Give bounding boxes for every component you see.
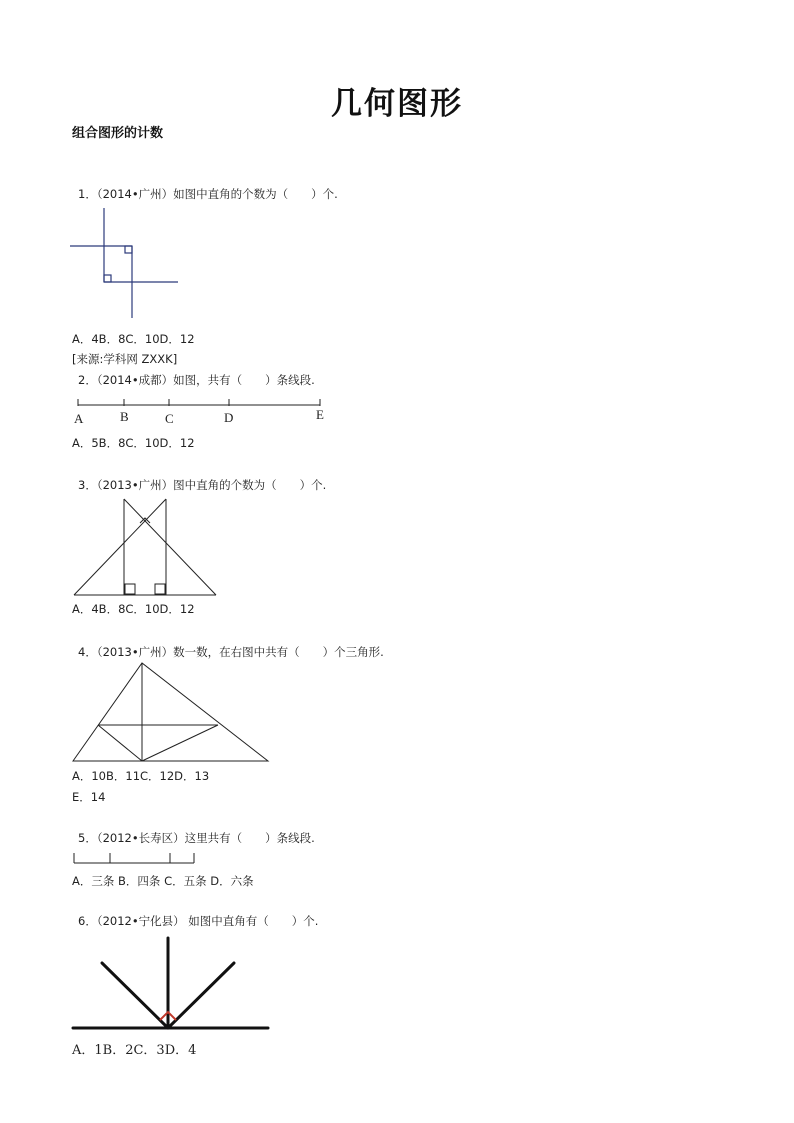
question-4-options-extra: E．14 (72, 790, 106, 804)
question-3-prompt: 3．（2013•广州）图中直角的个数为（ ）个. (78, 478, 327, 492)
question-2-options: A．5B．8C．10D．12 (72, 436, 195, 450)
q4-inner-line-left (98, 725, 142, 761)
question-4-figure (70, 660, 275, 765)
question-5-figure (70, 850, 200, 866)
q3-right-slant (124, 499, 216, 595)
question-5-prompt: 5．（2012•长寿区）这里共有（ ）条线段. (78, 831, 315, 845)
q3-right-angle-mark (125, 584, 135, 594)
q6-right-diagonal (168, 963, 234, 1028)
q1-right-angle-mark (125, 246, 132, 253)
question-3-figure (70, 495, 220, 600)
question-2-figure (70, 395, 340, 430)
q6-left-diagonal (102, 963, 168, 1028)
q4-inner-line-right (142, 725, 218, 761)
q2-label-d: D (224, 410, 234, 425)
q2-label-a: A (74, 411, 84, 426)
question-6-figure (70, 935, 275, 1035)
question-2-prompt: 2．（2014•成都）如图，共有（ ）条线段. (78, 373, 315, 387)
source-note: [来源:学科网 ZXXK] (72, 352, 178, 366)
q2-label-c: C (165, 411, 174, 426)
q3-left-slant (74, 499, 166, 595)
q1-right-angle-mark (104, 275, 111, 282)
question-3-options: A．4B．8C．10D．12 (72, 602, 195, 616)
question-4-prompt: 4．（2013•广州）数一数，在右图中共有（ ）个三角形. (78, 645, 384, 659)
q2-label-e: E (316, 407, 324, 422)
question-1-prompt: 1．（2014•广州）如图中直角的个数为（ ）个. (78, 187, 338, 201)
section-heading: 组合图形的计数 (72, 126, 164, 141)
question-5-options: A．三条 B．四条 C．五条 D．六条 (72, 874, 254, 888)
q3-right-angle-mark (155, 584, 165, 594)
question-4-options: A．10B．11C．12D．13 (72, 769, 210, 783)
q2-label-b: B (120, 409, 129, 424)
question-1-options: A．4B．8C．10D．12 (72, 332, 195, 346)
question-1-figure (70, 208, 185, 323)
q4-outer-triangle (73, 663, 268, 761)
question-6-options: A．1B．2C．3D．4 (72, 1043, 197, 1058)
page-title: 几何图形 (331, 86, 463, 122)
question-6-prompt: 6．（2012•宁化县） 如图中直角有（ ）个. (78, 914, 319, 928)
